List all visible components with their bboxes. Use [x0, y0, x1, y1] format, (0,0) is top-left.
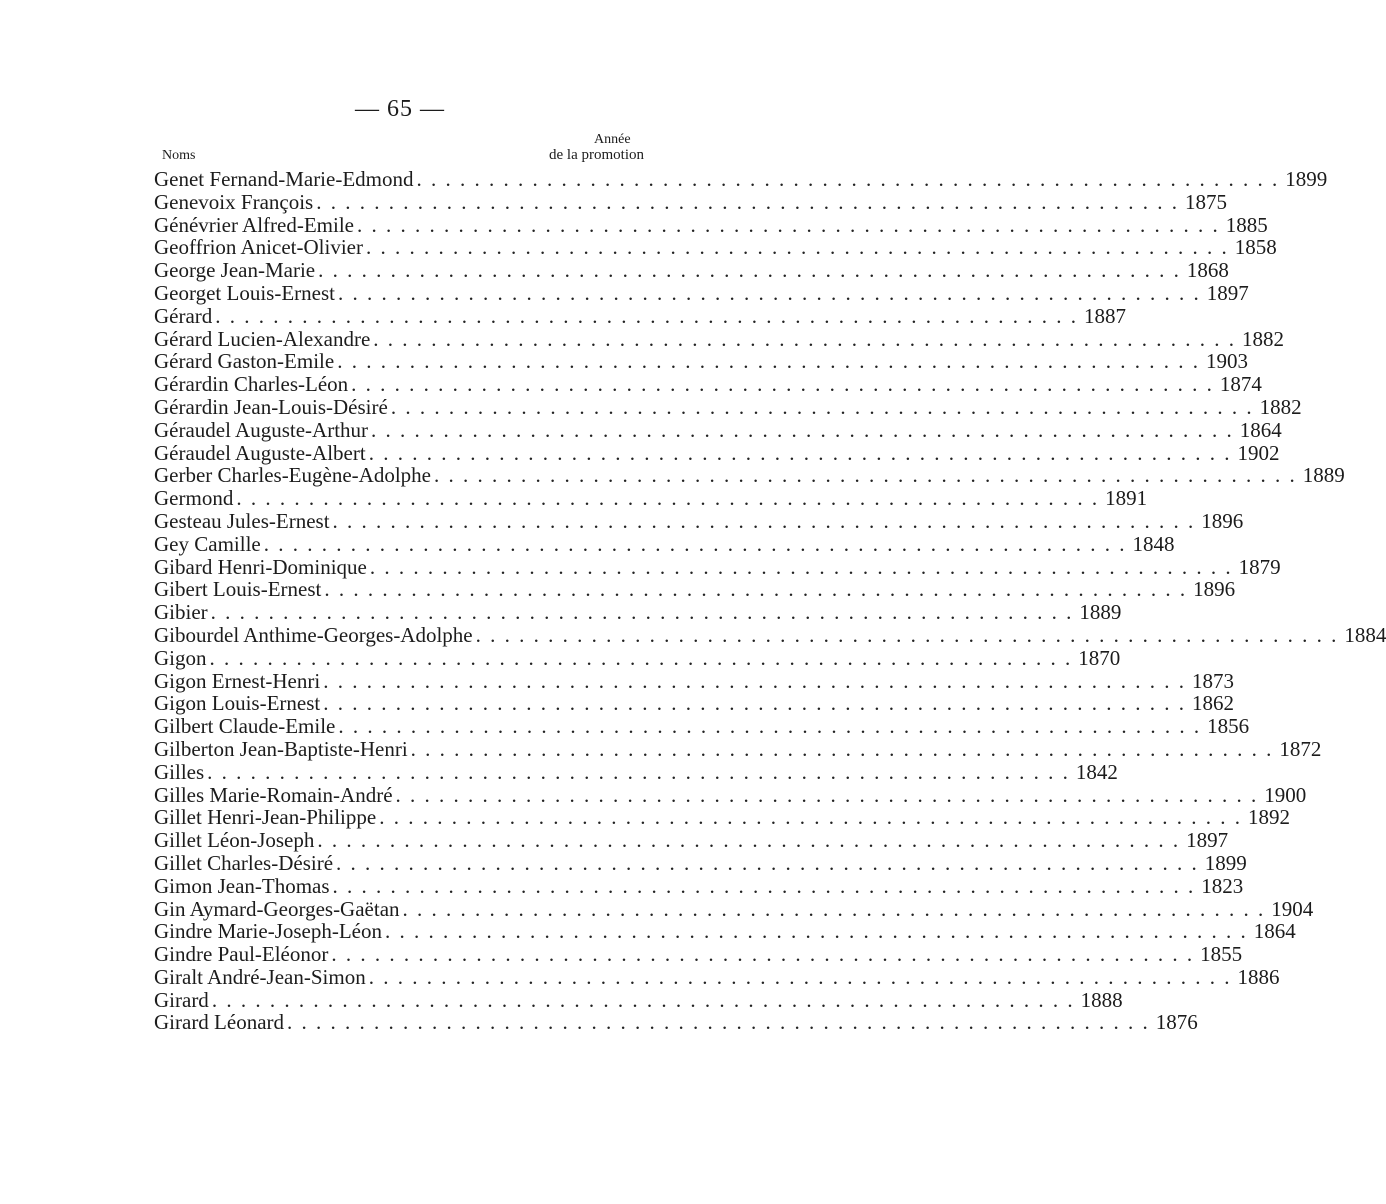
entry-name: Géraudel Auguste-Albert: [154, 440, 366, 465]
dot-leader: . . . . . . . . . . . . . . . . . . . . . . . . . . . . . . . . . . . . . . . . . . . . . . . . . . . . . . . . . . . .: [337, 349, 1200, 374]
dot-leader: . . . . . . . . . . . . . . . . . . . . . . . . . . . . . . . . . . . . . . . . . . . . . . . . . . . . . . . . . . . .: [207, 759, 1070, 784]
dot-leader: . . . . . . . . . . . . . . . . . . . . . . . . . . . . . . . . . . . . . . . . . . . . . . . . . . . . . . . . . . . .: [369, 554, 1233, 579]
dot-leader: . . . . . . . . . . . . . . . . . . . . . . . . . . . . . . . . . . . . . . . . . . . . . . . . . . . . . . . . . . . .: [323, 668, 1186, 693]
entry-name: Gilles Marie-Romain-André: [154, 782, 393, 807]
entry-year: 1876: [1155, 1010, 1198, 1035]
dot-leader: . . . . . . . . . . . . . . . . . . . . . . . . . . . . . . . . . . . . . . . . . . . . . . . . . . . . . . . . . . . .: [395, 782, 1259, 807]
dot-leader: . . . . . . . . . . . . . . . . . . . . . . . . . . . . . . . . . . . . . . . . . . . . . . . . . . . . . . . . . . . .: [336, 850, 1199, 875]
list-item: [154, 463, 1345, 488]
dot-leader: . . . . . . . . . . . . . . . . . . . . . . . . . . . . . . . . . . . . . . . . . . . . . . . . . . . . . . . . . . . .: [379, 805, 1242, 830]
dot-leader: . . . . . . . . . . . . . . . . . . . . . . . . . . . . . . . . . . . . . . . . . . . . . . . . . . . . . . . . . . . .: [332, 508, 1196, 533]
dot-leader: . . . . . . . . . . . . . . . . . . . . . . . . . . . . . . . . . . . . . . . . . . . . . . . . . . . . . . . . . . . .: [373, 326, 1237, 351]
entry-name: Germond: [154, 486, 234, 511]
entry-year: 1873: [1191, 668, 1234, 693]
entry-name: Gerber Charles-Eugène-Adolphe: [154, 463, 431, 488]
entry-year: 1899: [1285, 167, 1328, 191]
list-item: [154, 554, 1281, 579]
list-item: [154, 167, 1328, 191]
entry-year: 1875: [1184, 189, 1227, 214]
dot-leader: . . . . . . . . . . . . . . . . . . . . . . . . . . . . . . . . . . . . . . . . . . . . . . . . . . . . . . . . . . . .: [210, 600, 1074, 625]
dot-leader: . . . . . . . . . . . . . . . . . . . . . . . . . . . . . . . . . . . . . . . . . . . . . . . . . . . . . . . . . . . .: [410, 736, 1274, 761]
list-item: [154, 235, 1277, 260]
dot-leader: . . . . . . . . . . . . . . . . . . . . . . . . . . . . . . . . . . . . . . . . . . . . . . . . . . . . . . . . . . . .: [385, 919, 1248, 944]
dot-leader: . . . . . . . . . . . . . . . . . . . . . . . . . . . . . . . . . . . . . . . . . . . . . . . . . . . . . . . . . . . .: [318, 258, 1181, 283]
entry-year: 1892: [1247, 805, 1290, 830]
entry-year: 1858: [1234, 235, 1277, 260]
entry-year: 1896: [1201, 508, 1244, 533]
entry-name: Gillet Henri-Jean-Philippe: [154, 805, 377, 830]
list-item: [154, 805, 1290, 830]
column-header-year-line1: Année: [594, 132, 631, 147]
entry-year: 1884: [1344, 622, 1386, 647]
dot-leader: . . . . . . . . . . . . . . . . . . . . . . . . . . . . . . . . . . . . . . . . . . . . . . . . . . . . . . . . . . . .: [236, 486, 1100, 511]
entry-name: Gibard Henri-Dominique: [154, 554, 367, 579]
list-item: [154, 714, 1250, 739]
list-item: [154, 372, 1262, 397]
entry-year: 1856: [1207, 714, 1250, 739]
list-item: [154, 531, 1175, 556]
column-header-year-line2: de la promotion: [549, 147, 644, 163]
entry-name: Giralt André-Jean-Simon: [154, 964, 366, 989]
entry-year: 1885: [1225, 212, 1268, 237]
list-item: [154, 486, 1148, 511]
entry-year: 1903: [1205, 349, 1248, 374]
entry-name: Gibier: [154, 600, 208, 625]
entry-list: [154, 167, 1386, 1035]
entry-year: 1897: [1206, 280, 1249, 305]
entry-year: 1897: [1186, 828, 1229, 853]
list-item: [154, 873, 1244, 898]
entry-year: 1864: [1239, 417, 1282, 442]
entry-year: 1882: [1242, 326, 1285, 351]
list-item: [154, 782, 1307, 807]
entry-name: Gilles: [154, 759, 205, 784]
list-item: [154, 759, 1118, 784]
entry-year: 1879: [1238, 554, 1281, 579]
entry-year: 1842: [1075, 759, 1118, 784]
entry-year: 1872: [1279, 736, 1322, 761]
list-item: [154, 440, 1280, 465]
dot-leader: . . . . . . . . . . . . . . . . . . . . . . . . . . . . . . . . . . . . . . . . . . . . . . . . . . . . . . . . . . . .: [287, 1010, 1150, 1035]
entry-name: Gigon Louis-Ernest: [154, 691, 321, 716]
dot-leader: . . . . . . . . . . . . . . . . . . . . . . . . . . . . . . . . . . . . . . . . . . . . . . . . . . . . . . . . . . . .: [475, 622, 1339, 647]
entry-name: Genet Fernand-Marie-Edmond: [154, 167, 414, 191]
entry-name: Géraudel Auguste-Arthur: [154, 417, 369, 442]
list-item: [154, 828, 1229, 853]
entry-name: Gérard Lucien-Alexandre: [154, 326, 371, 351]
entry-year: 1900: [1264, 782, 1307, 807]
list-item: [154, 577, 1236, 602]
entry-name: Gigon: [154, 645, 207, 670]
dot-leader: . . . . . . . . . . . . . . . . . . . . . . . . . . . . . . . . . . . . . . . . . . . . . . . . . . . . . . . . . . . .: [365, 235, 1229, 260]
entry-name: Girard: [154, 987, 209, 1012]
list-item: [154, 508, 1244, 533]
list-item: [154, 1010, 1198, 1035]
list-item: [154, 896, 1314, 921]
list-item: [154, 394, 1302, 419]
dot-leader: . . . . . . . . . . . . . . . . . . . . . . . . . . . . . . . . . . . . . . . . . . . . . . . . . . . . . . . . . . . .: [357, 212, 1220, 237]
entry-name: Georget Louis-Ernest: [154, 280, 335, 305]
dot-leader: . . . . . . . . . . . . . . . . . . . . . . . . . . . . . . . . . . . . . . . . . . . . . . . . . . . . . . . . . . . .: [337, 280, 1201, 305]
entry-year: 1864: [1253, 919, 1296, 944]
dot-leader: . . . . . . . . . . . . . . . . . . . . . . . . . . . . . . . . . . . . . . . . . . . . . . . . . . . . . . . . . . . .: [371, 417, 1234, 442]
column-header-names: Noms: [162, 148, 196, 163]
entry-year: 1874: [1219, 372, 1262, 397]
list-item: [154, 987, 1123, 1012]
entry-year: 1882: [1259, 394, 1302, 419]
entry-name: Gérardin Charles-Léon: [154, 372, 349, 397]
entry-name: Gey Camille: [154, 531, 261, 556]
list-item: [154, 417, 1282, 442]
entry-year: 1902: [1237, 440, 1280, 465]
entry-name: Gillet Charles-Désiré: [154, 850, 334, 875]
list-item: [154, 622, 1386, 647]
dot-leader: . . . . . . . . . . . . . . . . . . . . . . . . . . . . . . . . . . . . . . . . . . . . . . . . . . . . . . . . . . . .: [316, 189, 1179, 214]
list-item: [154, 326, 1285, 351]
entry-name: Gérard: [154, 303, 213, 328]
dot-leader: . . . . . . . . . . . . . . . . . . . . . . . . . . . . . . . . . . . . . . . . . . . . . . . . . . . . . . . . . . . .: [433, 463, 1297, 488]
dot-leader: . . . . . . . . . . . . . . . . . . . . . . . . . . . . . . . . . . . . . . . . . . . . . . . . . . . . . . . . . . . .: [324, 577, 1188, 602]
entry-name: Gindre Paul-Eléonor: [154, 942, 329, 967]
dot-leader: . . . . . . . . . . . . . . . . . . . . . . . . . . . . . . . . . . . . . . . . . . . . . . . . . . . . . . . . . . . .: [368, 964, 1232, 989]
dot-leader: . . . . . . . . . . . . . . . . . . . . . . . . . . . . . . . . . . . . . . . . . . . . . . . . . . . . . . . . . . . .: [390, 394, 1254, 419]
entry-year: 1870: [1078, 645, 1121, 670]
dot-leader: . . . . . . . . . . . . . . . . . . . . . . . . . . . . . . . . . . . . . . . . . . . . . . . . . . . . . . . . . . . .: [331, 942, 1195, 967]
dot-leader: . . . . . . . . . . . . . . . . . . . . . . . . . . . . . . . . . . . . . . . . . . . . . . . . . . . . . . . . . . . .: [368, 440, 1232, 465]
list-item: [154, 349, 1248, 374]
list-item: [154, 212, 1268, 237]
dot-leader: . . . . . . . . . . . . . . . . . . . . . . . . . . . . . . . . . . . . . . . . . . . . . . . . . . . . . . . . . . . .: [416, 167, 1280, 191]
entry-year: 1887: [1084, 303, 1127, 328]
list-item: [154, 600, 1122, 625]
entry-name: Gesteau Jules-Ernest: [154, 508, 330, 533]
entry-year: 1889: [1302, 463, 1345, 488]
entry-year: 1823: [1201, 873, 1244, 898]
list-item: [154, 850, 1247, 875]
entry-name: Gilberton Jean-Baptiste-Henri: [154, 736, 408, 761]
entry-name: Gigon Ernest-Henri: [154, 668, 321, 693]
entry-name: Gibert Louis-Ernest: [154, 577, 322, 602]
entry-name: Genevoix François: [154, 189, 314, 214]
list-item: [154, 258, 1229, 283]
list-item: [154, 736, 1322, 761]
entry-year: 1855: [1200, 942, 1243, 967]
entry-year: 1848: [1132, 531, 1175, 556]
list-item: [154, 280, 1249, 305]
entry-name: Génévrier Alfred-Emile: [154, 212, 354, 237]
entry-year: 1868: [1186, 258, 1229, 283]
entry-year: 1896: [1193, 577, 1236, 602]
list-item: [154, 645, 1121, 670]
entry-name: Gindre Marie-Joseph-Léon: [154, 919, 383, 944]
entry-year: 1891: [1105, 486, 1148, 511]
entry-year: 1889: [1079, 600, 1122, 625]
list-item: [154, 303, 1127, 328]
entry-name: Geoffrion Anicet-Olivier: [154, 235, 363, 260]
entry-name: Gillet Léon-Joseph: [154, 828, 315, 853]
dot-leader: . . . . . . . . . . . . . . . . . . . . . . . . . . . . . . . . . . . . . . . . . . . . . . . . . . . . . . . . . . . .: [215, 303, 1079, 328]
entry-name: Gibourdel Anthime-Georges-Adolphe: [154, 622, 473, 647]
entry-year: 1904: [1271, 896, 1314, 921]
entry-name: Gin Aymard-Georges-Gaëtan: [154, 896, 400, 921]
dot-leader: . . . . . . . . . . . . . . . . . . . . . . . . . . . . . . . . . . . . . . . . . . . . . . . . . . . . . . . . . . . .: [263, 531, 1127, 556]
list-item: [154, 668, 1234, 693]
dot-leader: . . . . . . . . . . . . . . . . . . . . . . . . . . . . . . . . . . . . . . . . . . . . . . . . . . . . . . . . . . . .: [402, 896, 1266, 921]
entry-year: 1899: [1204, 850, 1247, 875]
list-item: [154, 942, 1243, 967]
entry-year: 1862: [1191, 691, 1234, 716]
entry-year: 1888: [1080, 987, 1123, 1012]
dot-leader: . . . . . . . . . . . . . . . . . . . . . . . . . . . . . . . . . . . . . . . . . . . . . . . . . . . . . . . . . . . .: [211, 987, 1075, 1012]
list-item: [154, 189, 1227, 214]
dot-leader: . . . . . . . . . . . . . . . . . . . . . . . . . . . . . . . . . . . . . . . . . . . . . . . . . . . . . . . . . . . .: [209, 645, 1073, 670]
page-number: — 65 —: [355, 96, 445, 122]
dot-leader: . . . . . . . . . . . . . . . . . . . . . . . . . . . . . . . . . . . . . . . . . . . . . . . . . . . . . . . . . . . .: [323, 691, 1186, 716]
dot-leader: . . . . . . . . . . . . . . . . . . . . . . . . . . . . . . . . . . . . . . . . . . . . . . . . . . . . . . . . . . . .: [338, 714, 1202, 739]
list-item: [154, 691, 1234, 716]
entry-name: Gilbert Claude-Emile: [154, 714, 336, 739]
entry-name: George Jean-Marie: [154, 258, 316, 283]
list-item: [154, 964, 1280, 989]
dot-leader: . . . . . . . . . . . . . . . . . . . . . . . . . . . . . . . . . . . . . . . . . . . . . . . . . . . . . . . . . . . .: [351, 372, 1214, 397]
entry-name: Gimon Jean-Thomas: [154, 873, 330, 898]
dot-leader: . . . . . . . . . . . . . . . . . . . . . . . . . . . . . . . . . . . . . . . . . . . . . . . . . . . . . . . . . . . .: [317, 828, 1181, 853]
entry-name: Gérardin Jean-Louis-Désiré: [154, 394, 388, 419]
list-item: [154, 919, 1296, 944]
dot-leader: . . . . . . . . . . . . . . . . . . . . . . . . . . . . . . . . . . . . . . . . . . . . . . . . . . . . . . . . . . . .: [332, 873, 1196, 898]
entry-name: Gérard Gaston-Emile: [154, 349, 335, 374]
entry-name: Girard Léonard: [154, 1010, 285, 1035]
entry-year: 1886: [1237, 964, 1280, 989]
